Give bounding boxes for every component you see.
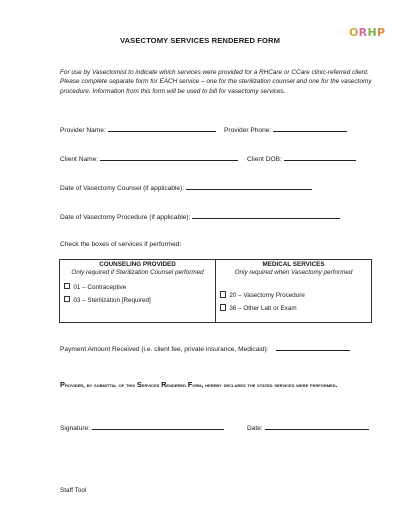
medical-item-36-label: 36 – Other Lab or Exam — [229, 305, 297, 313]
procedure-date-label: Date of Vasectomy Procedure (if applicable): — [60, 214, 191, 221]
payment-field[interactable] — [276, 343, 350, 351]
provider-name-field[interactable] — [108, 124, 216, 132]
provider-phone-row — [224, 124, 347, 135]
counsel-date-field[interactable] — [186, 182, 312, 190]
medical-header: MEDICAL SERVICES — [262, 261, 325, 268]
client-name-label: Client Name: — [60, 156, 99, 163]
form-title: VASECTOMY SERVICES RENDERED FORM — [119, 36, 281, 45]
logo-letter-r: R — [358, 26, 368, 39]
client-dob-row — [247, 153, 356, 164]
checkbox[interactable] — [220, 291, 226, 297]
counseling-item-03-label: 03 – Sterilization [Required] — [73, 296, 151, 304]
counsel-date-label: Date of Vasectomy Counsel (if applicable): — [60, 185, 185, 192]
logo-letter-o: O — [349, 26, 359, 39]
provider-name-row — [60, 124, 216, 135]
payment-label: Payment Amount Received (i.e. client fee, private insurance, Medicaid): — [60, 346, 269, 353]
signature-label: Signature: — [60, 425, 91, 432]
signature-row — [60, 422, 224, 433]
counseling-item-03[interactable] — [60, 296, 215, 305]
procedure-date-field[interactable] — [192, 211, 340, 219]
counseling-item-01-label: 01 – Contraceptive — [73, 283, 127, 291]
client-dob-field[interactable] — [284, 153, 356, 161]
logo-letter-h: H — [367, 26, 377, 39]
footer-staff-tool: Staff Tool — [60, 487, 87, 494]
counseling-header: COUNSELING PROVIDED — [99, 261, 176, 268]
logo-letter-p: P — [376, 26, 386, 39]
services-table — [59, 259, 372, 323]
date-field[interactable] — [265, 422, 369, 430]
medical-item-20[interactable] — [216, 291, 371, 300]
procedure-date-row — [60, 211, 340, 222]
client-name-row — [60, 153, 238, 164]
client-dob-label: Client DOB: — [247, 156, 282, 163]
checkbox[interactable] — [64, 283, 70, 289]
checkbox[interactable] — [220, 304, 226, 310]
date-row — [247, 422, 369, 433]
medical-item-36[interactable] — [216, 304, 371, 313]
date-label: Date: — [247, 425, 263, 432]
client-name-field[interactable] — [100, 153, 238, 161]
declaration-statement: Provider, by submittal of this Services Rendered Form, hereby declares the stated services were performed. — [60, 380, 338, 389]
provider-phone-field[interactable] — [273, 124, 347, 132]
counseling-column — [60, 260, 216, 323]
medical-column — [216, 260, 372, 323]
check-instruction: Check the boxes of services if performed: — [60, 241, 182, 248]
counseling-item-01[interactable] — [60, 283, 215, 292]
provider-name-label: Provider Name: — [60, 127, 106, 134]
medical-subheader: Only required when Vasectomy performed — [234, 269, 353, 276]
signature-field[interactable] — [92, 422, 224, 430]
counsel-date-row — [60, 182, 312, 193]
checkbox[interactable] — [64, 296, 70, 302]
medical-item-20-label: 20 – Vasectomy Procedure — [229, 292, 305, 300]
form-instructions: For use by Vasectomist to indicate which services were provided for a RHCare or CCare clinic-referred client. Please complete separate form for EACH service – one for the sterilization counsel and one for the vasectomy procedure. Information from this form will be used to bill for vasectomy services. — [60, 69, 372, 95]
counseling-subheader: Only required if Sterilization Counsel performed — [71, 269, 204, 276]
payment-row — [60, 343, 350, 354]
provider-phone-label: Provider Phone: — [224, 127, 272, 134]
